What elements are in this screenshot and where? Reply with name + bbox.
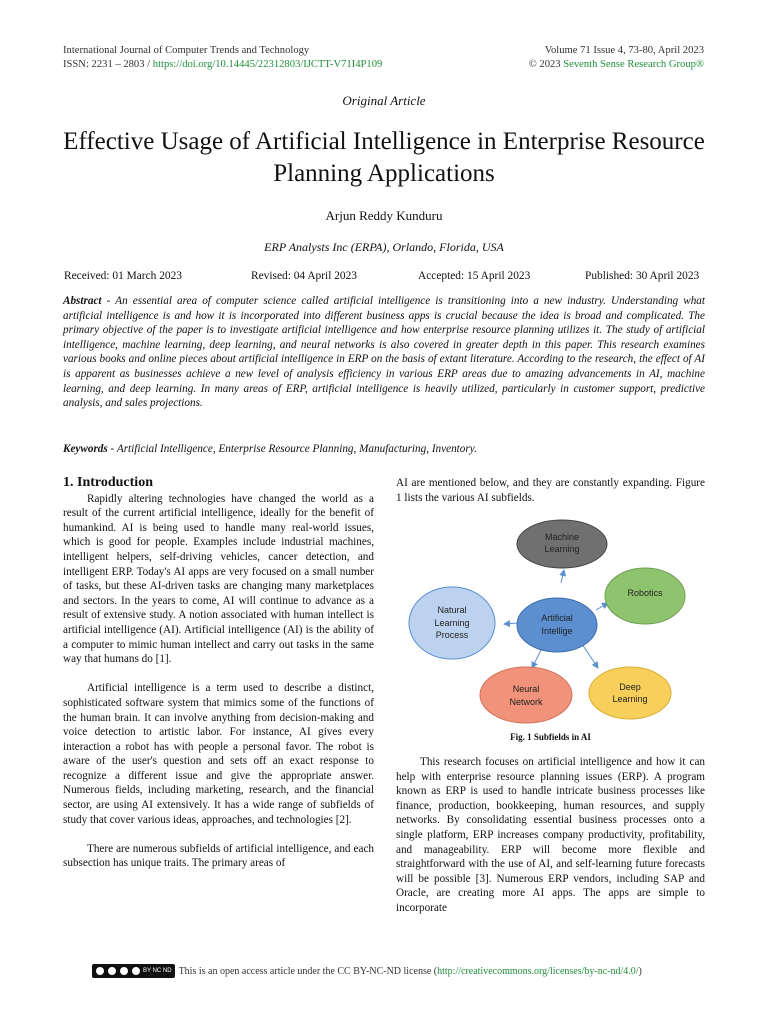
journal-header [63,44,382,71]
node-neural-network-line1: Neural [512,684,540,694]
keywords [63,443,705,455]
publisher-link[interactable]: Seventh Sense Research Group® [563,58,704,70]
arrow-to-neural-network [532,648,542,668]
right-column-bottom [396,755,705,916]
date-revised: Revised: 04 April 2023 [251,270,357,282]
node-deep-learning [589,667,671,719]
node-nlp-line1: Natural [437,605,467,615]
intro-paragraph-4: This research focuses on artificial intelligence and how it can help with enterprise resource planning issues (ERP). A program known as ERP is used to handle intricate business processes like finance, production, bookkeeping, human resources, and supply networks. By consolidating essential business processes onto a single platform, ERP increases company productivity, profitability, and manageability. ERP will become more flexible and straightforward with the use of AI, and self-learning future forecasts will be possible [3]. Numerous ERP vendors, including SAP and Oracle, are creating more AI apps. The apps are simple to incorporate [396,756,705,914]
license-text-prefix: This is an open access article under the CC BY-NC-ND license ( [178,965,438,977]
node-neural-network [480,667,572,723]
node-nlp-line3: Process [435,630,469,640]
node-center-shape [517,598,597,652]
license-footer [92,964,712,978]
node-center-line2: Intellige [541,626,573,636]
cc-by-nc-nd-icon[interactable]: BY NC ND [92,964,175,978]
figure-caption: Fig. 1 Subfields in AI [510,732,591,742]
keywords-text: - Artificial Intelligence, Enterprise Resource Planning, Manufacturing, Inventory. [107,443,477,455]
date-accepted: Accepted: 15 April 2023 [418,270,531,282]
node-deep-learning-line2: Learning [612,694,648,704]
license-text-close: ) [638,965,642,977]
node-robotics-line1: Robotics [627,588,663,598]
volume-header [529,44,704,71]
license-text [179,966,642,977]
right-column-top [396,476,705,505]
keywords-label: Keywords [63,443,108,455]
node-robotics [605,568,685,624]
node-machine-learning-line2: Learning [544,544,580,554]
node-machine-learning-line1: Machine [544,532,580,542]
intro-paragraph-3-continued: AI are mentioned below, and they are constantly expanding. Figure 1 lists the various AI subfields. [396,477,705,504]
intro-paragraph-2: Artificial intelligence is a term used to describe a distinct, sophisticated software system that mimics some of the functions of the human brain. It can involve anything from decision-making and voice detection to artistic labor. For instance, AI gives every interaction a robot has with people a personal favor. The robot is aware of the user's question and sets off an exact response to recognize a different issue and give the appropriate answer. Numerous fields, including marketing, research, and the financial sector, are using AI extensively. It has a wide range of subfields of study that cover various ideas, approaches, and technologies [2]. [63,682,374,826]
abstract [63,294,705,411]
author-name: Arjun Reddy Kunduru [325,208,443,223]
doi-link[interactable]: https://doi.org/10.14445/22312803/IJCTT-V71I4P109 [152,58,383,70]
intro-paragraph-1: Rapidly altering technologies have changed the world as a result of the current artificial intelligence, ideally for the benefit of humankind. AI is being used to handle many real-world issues, which is good for people. Examples include industrial machines, intelligent helpers, self-driving vehicles, cancer detection, and intelligent ERP. Today's AI apps are very focused on a small number of tasks, but these AI-driven tasks are changing many marketplaces and sectors. In the years to come, AI will continue to advance as a result of extensive study. A notion associated with human intellect is artificial intelligence (AI). Artificial intelligence (AI) is the ability of a computer to mimic human intellect and carry out tasks in the same way that humans do [1]. [63,492,374,666]
copyright: © 2023 [528,58,564,70]
journal-name: International Journal of Computer Trends and Technology [63,45,310,56]
section-heading-introduction: 1. Introduction [63,475,153,490]
node-neural-network-line2: Network [509,697,543,707]
paper-title: Effective Usage of Artificial Intelligence in Enterprise Resource Planning Applications [63,128,705,187]
ai-subfields-diagram [396,518,705,732]
license-link[interactable]: http://creativecommons.org/licenses/by-nc-nd/4.0/ [437,965,639,977]
left-column [63,476,374,871]
article-type: Original Article [342,93,426,108]
node-natural-learning-process [409,587,495,659]
node-neural-network-shape [480,667,572,723]
abstract-text: - An essential area of computer science called artificial intelligence is transitioning into a new industry. Understanding what artificial intelligence is and how it is incorporated into different business apps is crucial because the idea is broad and complicated. The primary objective of the paper is to investigate artificial intelligence and how enterprise resource planning utilizes it. The study of artificial intelligence, machine learning, deep learning, and neural networks is also covered in greater depth in this paper. This research examines various books and online pieces about artificial intelligence in ERP on the basis of extant literature. According to the research, the effect of AI is apparent as businesses achieve a new level of analysis efficiency in various ERP areas due to amazing advancements in AI, machine learning, and deep learning. In many areas of ERP, artificial intelligence is heavily utilized, particularly in customer support, predictive analysis, and sales projections. [63,295,705,410]
volume-info: Volume 71 Issue 4, 73-80, April 2023 [544,45,704,56]
intro-paragraph-3: There are numerous subfields of artificial intelligence, and each subsection has unique traits. The primary areas of [63,842,374,870]
node-artificial-intelligence [517,598,597,652]
issn: ISSN: 2231 – 2803 / [63,58,153,70]
date-received: Received: 01 March 2023 [64,270,182,282]
author-affiliation: ERP Analysts Inc (ERPA), Orlando, Florida, USA [264,240,504,254]
arrow-to-machine-learning [561,570,564,583]
node-nlp-line2: Learning [434,618,470,628]
date-published: Published: 30 April 2023 [585,270,700,282]
node-center-line1: Artificial [541,613,573,623]
node-deep-learning-line1: Deep [619,682,641,692]
copyright-line [529,58,704,72]
arrow-to-nlp [504,623,518,624]
node-machine-learning [517,520,607,568]
abstract-label: Abstract [63,295,102,307]
arrow-to-deep-learning [582,644,598,668]
issn-doi-line [63,58,382,72]
node-deep-learning-shape [589,667,671,719]
